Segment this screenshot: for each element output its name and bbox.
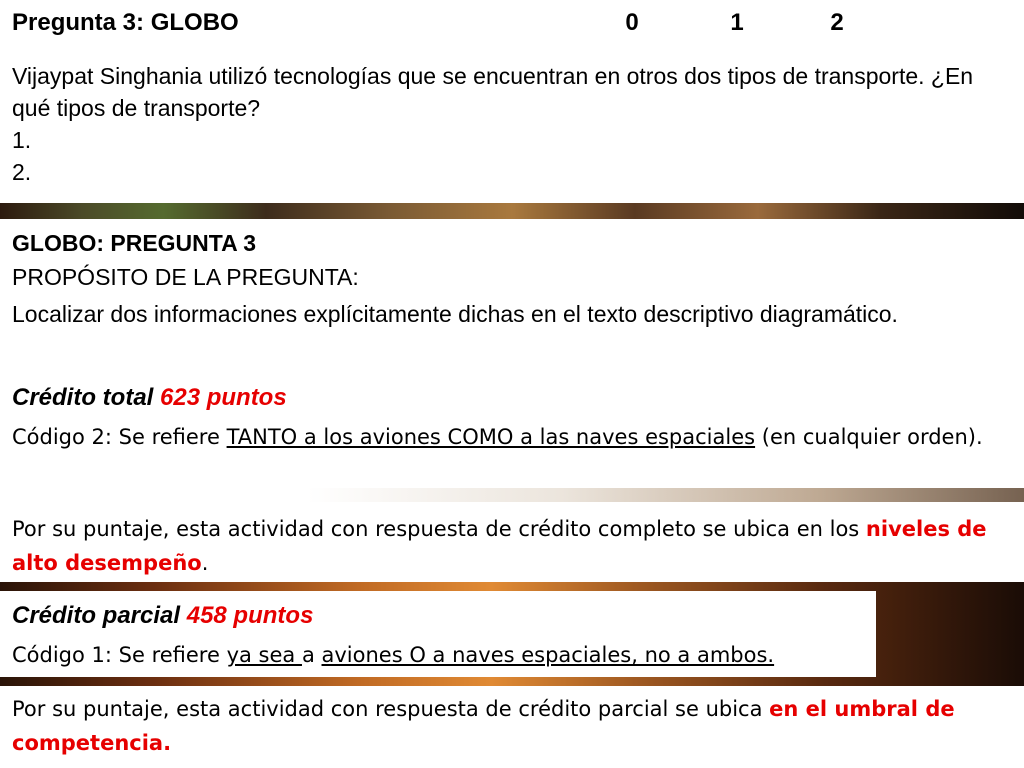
partial-credit-note: [12, 692, 1012, 760]
partial-credit-code-underlined-2: aviones O a naves espaciales, no a ambos.: [321, 643, 775, 667]
full-credit-code-underlined: TANTO a los aviones COMO a las naves espaciales: [226, 425, 756, 449]
score-code-1: 1: [730, 9, 744, 36]
partial-credit-points: 458 puntos: [186, 602, 314, 629]
full-credit-code: [12, 420, 1012, 454]
answer-line-2: 2.: [12, 159, 32, 185]
purpose-text: Localizar dos informaciones explícitamente dichas en el texto descriptivo diagramático.: [12, 301, 898, 327]
score-code-2: 2: [830, 9, 844, 36]
full-credit-note-emphasis: niveles de alto desempeño: [12, 517, 987, 575]
question-text: Vijaypat Singhania utilizó tecnologías que se encuentran en otros dos tipos de transporte. ¿En qué tipos de transporte?: [12, 63, 974, 121]
purpose-label: PROPÓSITO DE LA PREGUNTA:: [12, 264, 359, 290]
full-credit-note: [12, 512, 1012, 580]
partial-credit-label: Crédito parcial: [12, 602, 181, 629]
decorative-band-top: [0, 203, 1024, 219]
full-credit-code-prefix: Código 2: Se refiere: [12, 425, 227, 449]
partial-credit-code: [12, 638, 774, 672]
partial-credit-code-middle: a: [301, 643, 322, 667]
question-body: [12, 60, 1012, 188]
decorative-band-middle: [0, 488, 1024, 502]
full-credit-label: Crédito total: [12, 384, 154, 411]
full-credit-heading: [12, 384, 287, 412]
partial-credit-heading: [12, 602, 313, 630]
full-credit-points: 623 puntos: [160, 384, 287, 411]
full-credit-note-suffix: .: [201, 551, 209, 575]
partial-credit-note-prefix: Por su puntaje, esta actividad con respuesta de crédito parcial se ubica: [12, 697, 770, 721]
answer-line-1: 1.: [12, 127, 32, 153]
partial-credit-note-emphasis: en el umbral de competencia.: [12, 697, 955, 755]
full-credit-code-suffix: (en cualquier orden).: [755, 425, 983, 449]
section-title: GLOBO: PREGUNTA 3: [12, 230, 257, 256]
question-title: Pregunta 3: GLOBO: [12, 9, 239, 36]
partial-credit-code-underlined-1: ya sea: [226, 643, 302, 667]
full-credit-note-prefix: Por su puntaje, esta actividad con respuesta de crédito completo se ubica en los: [12, 517, 866, 541]
score-code-0: 0: [625, 9, 639, 36]
partial-credit-code-prefix: Código 1: Se refiere: [12, 643, 227, 667]
